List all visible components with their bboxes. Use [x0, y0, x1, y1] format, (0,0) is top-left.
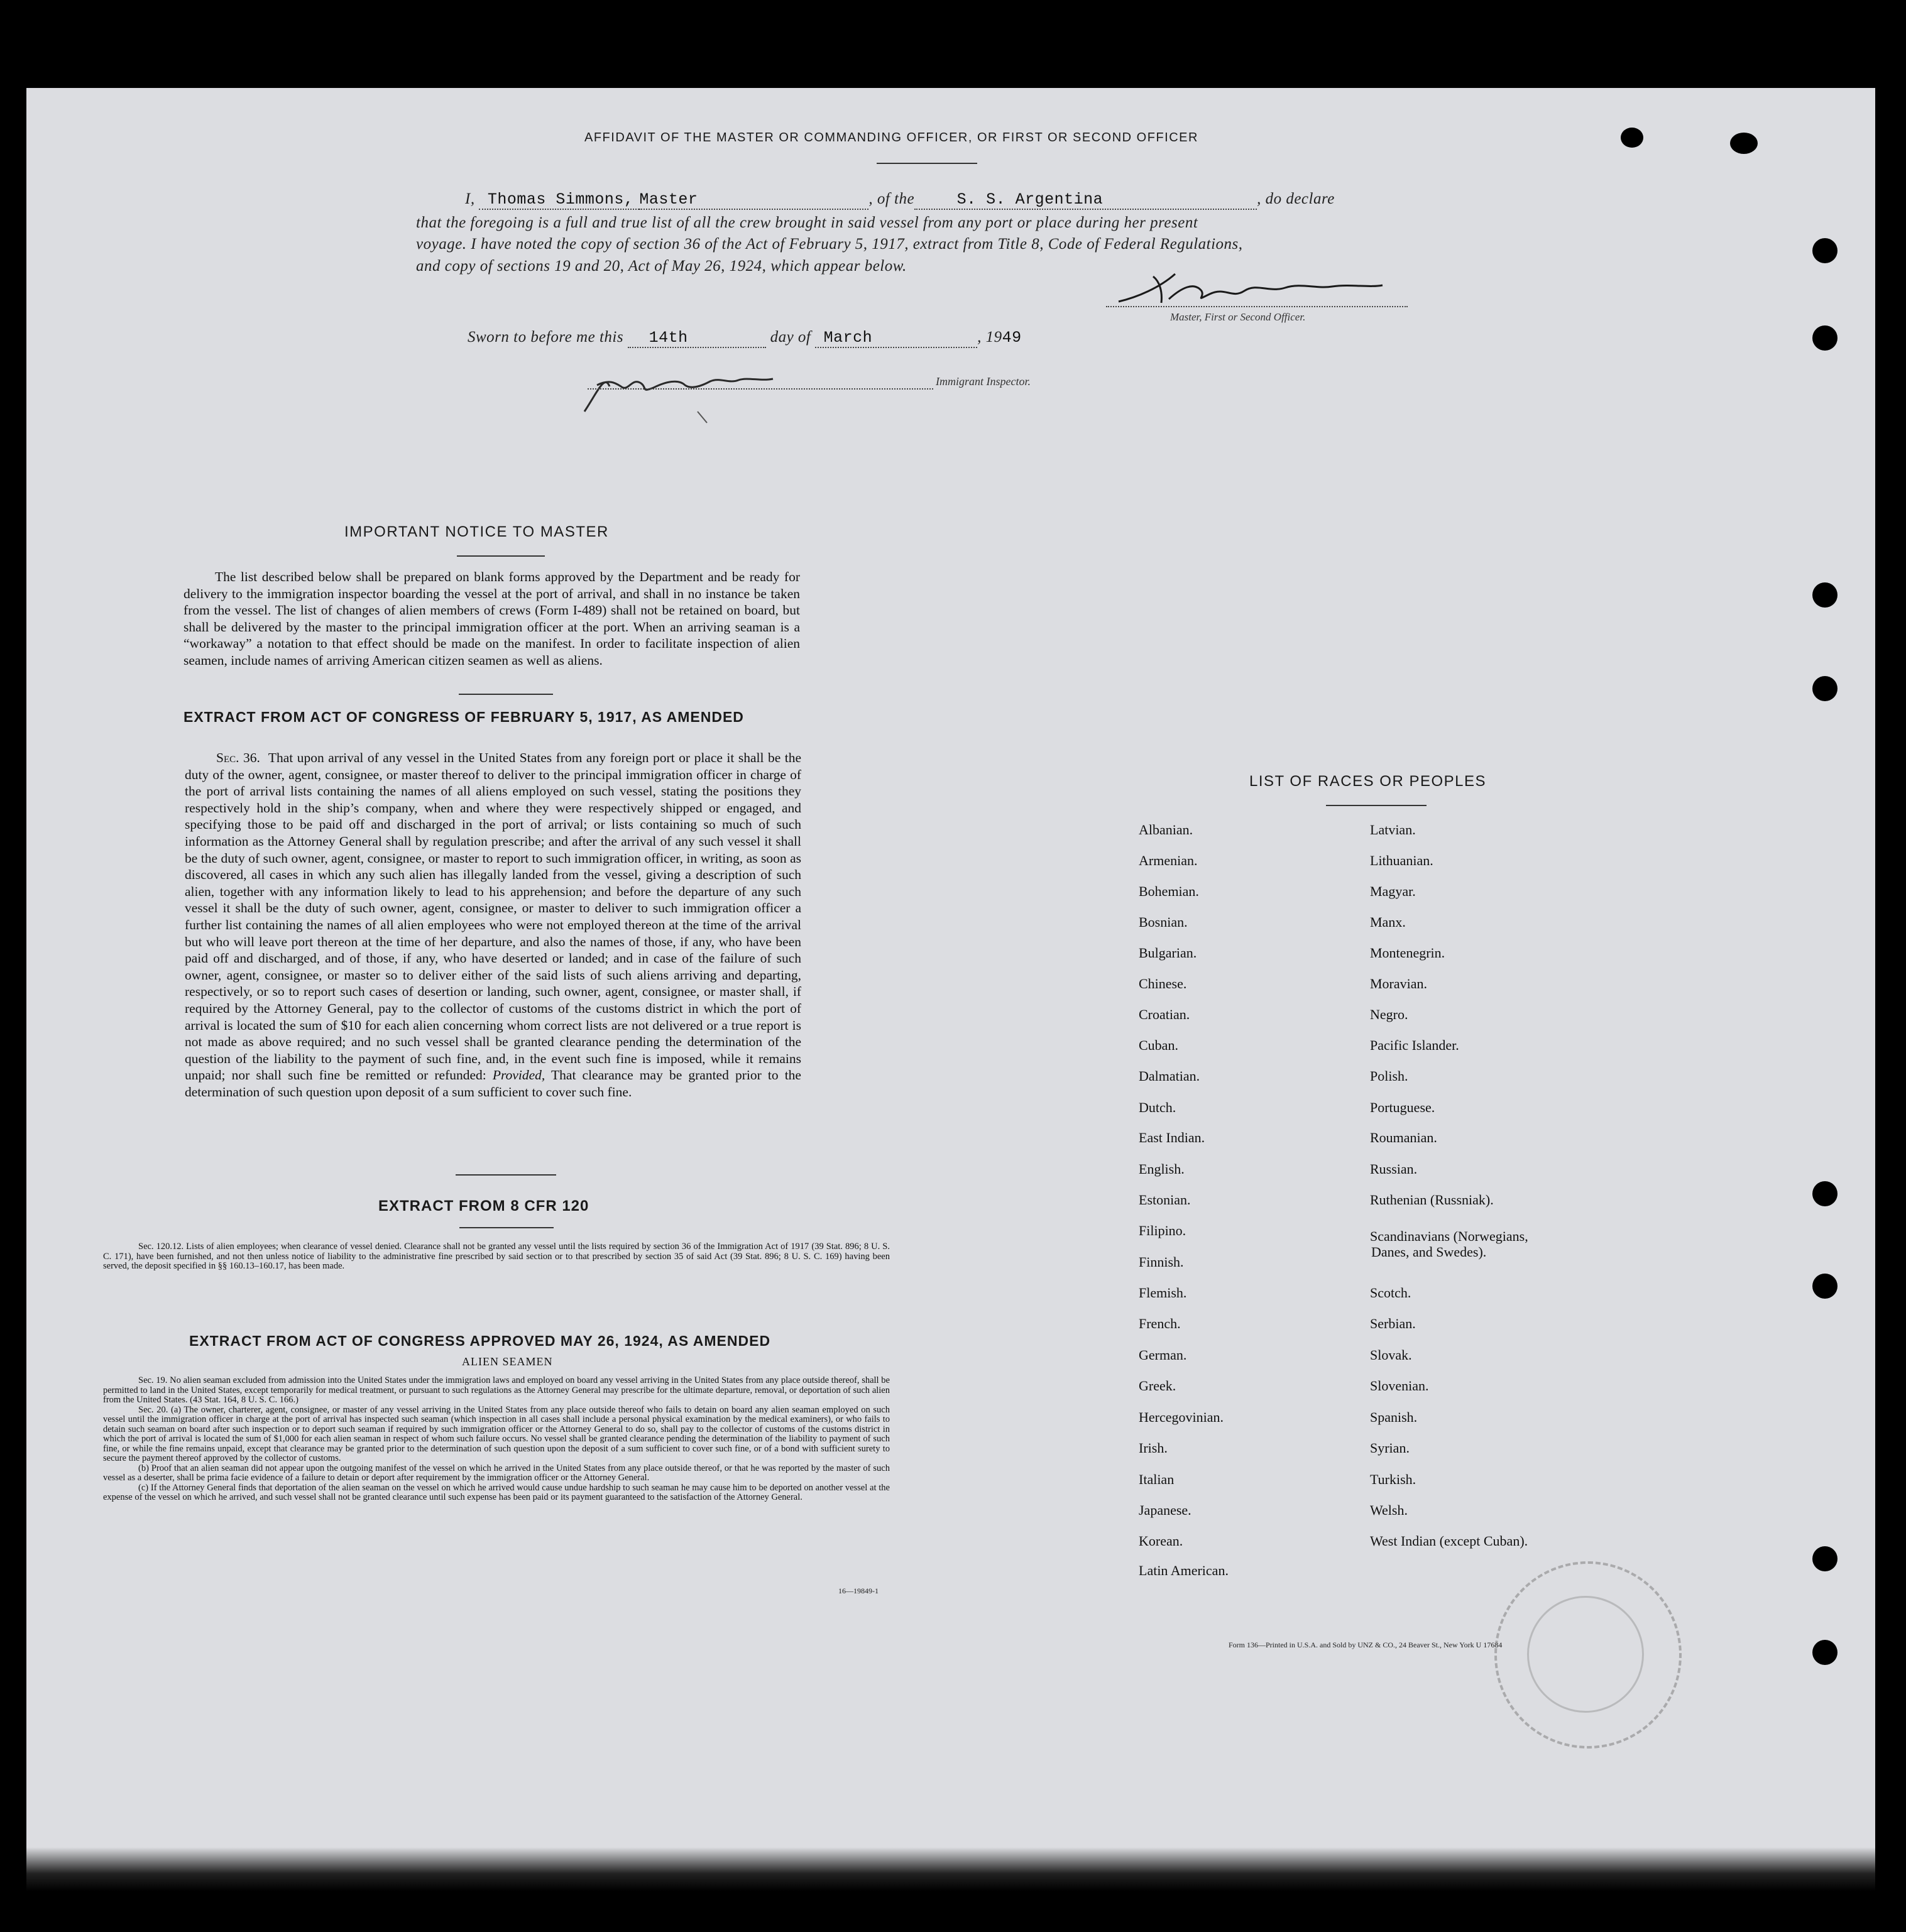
race-item: Flemish.	[1139, 1285, 1187, 1301]
sec-20a-paragraph: Sec. 20. (a) The owner, charterer, agent, consignee, or master of any vessel arriving in the United States from any place outside thereof who fails to detain on board any alien seaman employed on such vessel until the immigration officer in charge at the port of arrival has inspected such seaman (which inspection in all cases shall include a personal physical examination by the medical examiners), or who fails to detain such seaman on board after such inspection or to deport such seaman if required by such immigration officer or the Attorney General to do so, shall pay to the collector of customs of the customs district in which the port of arrival is located the sum of $1,000 for each alien seaman in respect of whom such failure occurs. No vessel shall be granted clearance pending the determination of the liability to payment of such fine, or while the fine remains unpaid, except that clearance may be granted prior to the determination of such question upon the deposit of a sum sufficient to cover such fine, or of a bond with sufficient surety to secure the payment thereof approved by the collector of customs.	[103, 1404, 890, 1463]
race-item: Polish.	[1370, 1068, 1408, 1084]
sec-20b-paragraph: (b) Proof that an alien seaman did not appear upon the outgoing manifest of the vessel on which he arrived in the United States from any place outside thereof, or that he was reported by the master of such vessel as a deserter, shall be prima facie evidence of a failure to detain or deport after requirement by the immigration officer or the Attorney General.	[103, 1463, 890, 1483]
sec-36-text: That upon arrival of any vessel in the United States from any foreign port or place it shall be the duty of the owner, agent, consignee, or master thereof to deliver to the principal immigration officer in charge of the port of arrival lists containing the names of all aliens employed on such vessel, stating the positions they respectively hold in the ship’s company, when and where they were respectively shipped or engaged, and specifying those to be paid off and discharged in the port of arrival; or lists containing so much of such information as the Attorney General shall by regulation prescribe; and after the arrival of any such vessel it shall be the duty of such owner, agent, consignee, or master to report to such immigration officer, in writing, as soon as discovered, all cases in which any such alien has illegally landed from the vessel, giving a description of such alien, together with any information likely to lead to his apprehension; and before the departure of any such vessel it shall be the duty of such owner, agent, consignee, or master to deliver to such immigration officer a further list containing the names of all alien employees who were not employed thereon at the time of the arrival but who will leave port thereon at the time of her departure, and also the names of those, if any, who have been paid off and discharged, and of those, if any, who have deserted or landed; and in case of the failure of such owner, agent, consignee, or master so to deliver either of the said lists of such aliens arriving and departing, respectively, or so to report such cases of desertion or landing, such owner, agent, consignee, or master shall, if required by the Attorney General, pay to the collector of customs of the customs district in which the port of arrival is located the sum of $10 for each alien concerning whom correct lists are not delivered or a true report is not made as above required; and no such vessel shall be granted clearance pending the determination of the question of the liability to the payment of such fine, and, in the event such fine is imposed, while it remains unpaid; nor shall such fine be remitted or refunded:	[185, 750, 801, 1083]
race-item: Moravian.	[1370, 976, 1428, 991]
race-item: Dalmatian.	[1139, 1068, 1200, 1084]
race-item: Chinese.	[1139, 976, 1187, 991]
affidavit-line-1	[465, 190, 1335, 210]
affidavit-line-2: that the foregoing is a full and true list of all the crew brought in said vessel from any port or place during her present	[416, 214, 1198, 231]
sec-19-paragraph: Sec. 19. No alien seaman excluded from admission into the United States under the immigration laws and employed on board any vessel arriving in the United States from any place outside thereof, shall be permitted to land in the United States, except temporarily for medical treatment, or pursuant to such regulations as the Attorney General may prescribe for the ultimate departure, removal, or deportation of such alien from the United States. (43 Stat. 164, 8 U. S. C. 166.)	[103, 1375, 890, 1405]
punch-hole	[1812, 676, 1838, 701]
sec-36-paragraph	[185, 750, 801, 1100]
race-item: Syrian.	[1370, 1440, 1410, 1456]
race-item: Manx.	[1370, 914, 1406, 930]
race-item: West Indian (except Cuban).	[1370, 1533, 1528, 1549]
race-item: Russian.	[1370, 1161, 1418, 1177]
sec-20c-paragraph: (c) If the Attorney General finds that deportation of the alien seaman on the vessel on which he arrived would cause undue hardship to such seaman he may cause him to be deported on another vessel at the expense of the vessel on which he arrived, and such vessel shall not be granted clearance until such expense has been paid or its payment guaranteed to the satisfaction of the Attorney General.	[103, 1482, 890, 1502]
date-stamp-inner-ring	[1527, 1596, 1644, 1713]
race-item: Bulgarian.	[1139, 945, 1197, 961]
race-item: Greek.	[1139, 1378, 1176, 1394]
race-item: Hercegovinian.	[1139, 1409, 1224, 1425]
year-prefix: , 19	[977, 329, 1002, 346]
punch-hole	[1812, 1546, 1838, 1571]
race-item: Pacific Islander.	[1370, 1037, 1459, 1053]
declarant-name-value: Thomas Simmons,	[487, 190, 634, 209]
printer-line: Form 136—Printed in U.S.A. and Sold by UNZ & CO., 24 Beaver St., New York U 17684	[1229, 1640, 1503, 1649]
race-item: Slovenian.	[1370, 1378, 1429, 1394]
inspector-signature-line	[588, 388, 933, 390]
master-signature	[1100, 263, 1401, 313]
inspector-caption: Immigrant Inspector.	[936, 375, 1031, 388]
race-item: Serbian.	[1370, 1316, 1416, 1331]
race-item: Albanian.	[1139, 822, 1193, 838]
race-item: Korean.	[1139, 1533, 1183, 1549]
punch-hole	[1812, 582, 1838, 608]
punch-hole	[1730, 133, 1758, 154]
race-item: Irish.	[1139, 1440, 1168, 1456]
punch-hole	[1812, 1640, 1838, 1665]
extract-1917-end-rule	[456, 1174, 556, 1176]
extract-1917-rule	[459, 694, 553, 695]
sworn-day-field	[628, 329, 766, 348]
race-item: Dutch.	[1139, 1100, 1176, 1115]
sworn-line	[468, 329, 1022, 348]
race-item: Magyar.	[1370, 883, 1416, 899]
form-code: 16—19849-1	[838, 1586, 879, 1595]
cfr-text-block	[103, 1242, 890, 1272]
sworn-prefix: Sworn to before me this	[468, 329, 624, 346]
race-item: Latin American.	[1139, 1563, 1229, 1578]
extract-1917-title: EXTRACT FROM ACT OF CONGRESS OF FEBRUARY 5, 1917, AS AMENDED	[183, 709, 744, 725]
declarant-rank-value: Master	[639, 190, 698, 209]
proviso-text: That clearance may be granted prior to the determination of such question upon deposit of a sum sufficient to cover such fine.	[185, 1067, 801, 1100]
title-rule	[877, 163, 977, 164]
day-of-label: day of	[770, 329, 811, 346]
affidavit-line-4: and copy of sections 19 and 20, Act of May 26, 1924, which appear below.	[416, 258, 907, 275]
declarant-prefix: I,	[465, 190, 475, 207]
sworn-month-value: March	[823, 329, 873, 347]
proviso-label: Provided,	[492, 1067, 545, 1083]
race-item: Italian	[1139, 1471, 1175, 1487]
punch-hole	[1621, 128, 1643, 148]
notice-text-block	[183, 569, 800, 669]
race-item: Japanese.	[1139, 1502, 1191, 1518]
race-item: Montenegrin.	[1370, 945, 1445, 961]
vessel-name-field	[914, 190, 1257, 210]
race-item: Finnish.	[1139, 1254, 1184, 1270]
extract-1917-text-block	[185, 750, 801, 1100]
race-item: Slovak.	[1370, 1347, 1412, 1363]
race-item: Spanish.	[1370, 1409, 1418, 1425]
affidavit-title: AFFIDAVIT OF THE MASTER OR COMMANDING OFFICER, OR FIRST OR SECOND OFFICER	[584, 131, 1198, 145]
page-bottom-edge	[26, 1847, 1875, 1891]
race-item: French.	[1139, 1316, 1181, 1331]
race-item: Armenian.	[1139, 853, 1198, 868]
race-item: Roumanian.	[1370, 1130, 1437, 1145]
sworn-month-field	[815, 329, 977, 348]
race-item: Ruthenian (Russniak).	[1370, 1192, 1494, 1208]
race-item: Bohemian.	[1139, 883, 1199, 899]
punch-hole	[1812, 1274, 1838, 1299]
race-item: Lithuanian.	[1370, 853, 1433, 868]
inspector-signature	[572, 349, 836, 424]
affidavit-line-3: voyage. I have noted the copy of section 36 of the Act of February 5, 1917, extract from Title 8, Code of Federal Regulations,	[416, 236, 1243, 253]
punch-hole	[1812, 1181, 1838, 1206]
sec-36-label: Sec. 36.	[216, 750, 260, 765]
declarant-rank-field	[639, 190, 868, 210]
cfr-title: EXTRACT FROM 8 CFR 120	[378, 1198, 589, 1214]
notice-paragraph: The list described below shall be prepared on blank forms approved by the Department and be ready for delivery to the immigration inspector boarding the vessel at the port of arrival, and shall in no instance be taken from the vessel. The list of changes of alien members of crews (Form I-489) shall not be retained on board, but shall be delivered by the master to the principal immigration officer at the port. When an arriving seaman is a “workaway” a notation to that effect should be made on the manifest. In order to facilitate inspection of alien seamen, include names of arriving American citizen seamen as well as aliens.	[183, 569, 800, 668]
race-item: Welsh.	[1370, 1502, 1408, 1518]
race-item: Croatian.	[1139, 1007, 1190, 1022]
race-item: Negro.	[1370, 1007, 1408, 1022]
notice-rule	[457, 555, 545, 557]
master-caption: Master, First or Second Officer.	[1170, 311, 1306, 323]
race-item: Cuban.	[1139, 1037, 1178, 1053]
race-item: English.	[1139, 1161, 1185, 1177]
race-item: German.	[1139, 1347, 1187, 1363]
races-title: LIST OF RACES OR PEOPLES	[1249, 773, 1486, 790]
race-item: Filipino.	[1139, 1223, 1186, 1238]
do-declare-label: , do declare	[1257, 190, 1335, 207]
sworn-year-value: 49	[1002, 329, 1022, 347]
notice-title: IMPORTANT NOTICE TO MASTER	[344, 523, 609, 540]
race-item: Bosnian.	[1139, 914, 1188, 930]
sworn-day-value: 14th	[649, 329, 688, 347]
of-the-label: , of the	[868, 190, 915, 207]
declarant-name-field	[479, 190, 639, 210]
alien-seamen-subtitle: ALIEN SEAMEN	[462, 1355, 553, 1368]
vessel-name-value: S. S. Argentina	[956, 190, 1104, 209]
races-rule	[1326, 805, 1427, 806]
race-item: East Indian.	[1139, 1130, 1205, 1145]
race-item: Scotch.	[1370, 1285, 1411, 1301]
race-item: Danes, and Swedes).	[1371, 1244, 1487, 1260]
race-item: Portuguese.	[1370, 1100, 1435, 1115]
master-signature-line	[1106, 306, 1408, 307]
punch-hole	[1812, 238, 1838, 263]
race-item: Turkish.	[1370, 1471, 1416, 1487]
race-item: Estonian.	[1139, 1192, 1191, 1208]
cfr-paragraph: Sec. 120.12. Lists of alien employees; when clearance of vessel denied. Clearance shall not be granted any vessel until the lists required by section 36 of the Immigration Act of 1917 (39 Stat. 896; 8 U. S. C. 171), have been furnished, and not then unless notice of liability to the administrative fine prescribed by said section or to that prescribed by section 35 of said Act (39 Stat. 896; 8 U. S. C. 169) having been served, the deposit specified in §§ 160.13–160.17, has been made.	[103, 1242, 890, 1271]
race-item: Scandinavians (Norwegians,	[1370, 1228, 1528, 1244]
extract-1924-text-block	[103, 1376, 890, 1503]
punch-hole	[1812, 325, 1838, 351]
race-item: Latvian.	[1370, 822, 1416, 838]
extract-1924-title: EXTRACT FROM ACT OF CONGRESS APPROVED MAY 26, 1924, AS AMENDED	[189, 1333, 771, 1349]
cfr-rule	[459, 1227, 554, 1228]
